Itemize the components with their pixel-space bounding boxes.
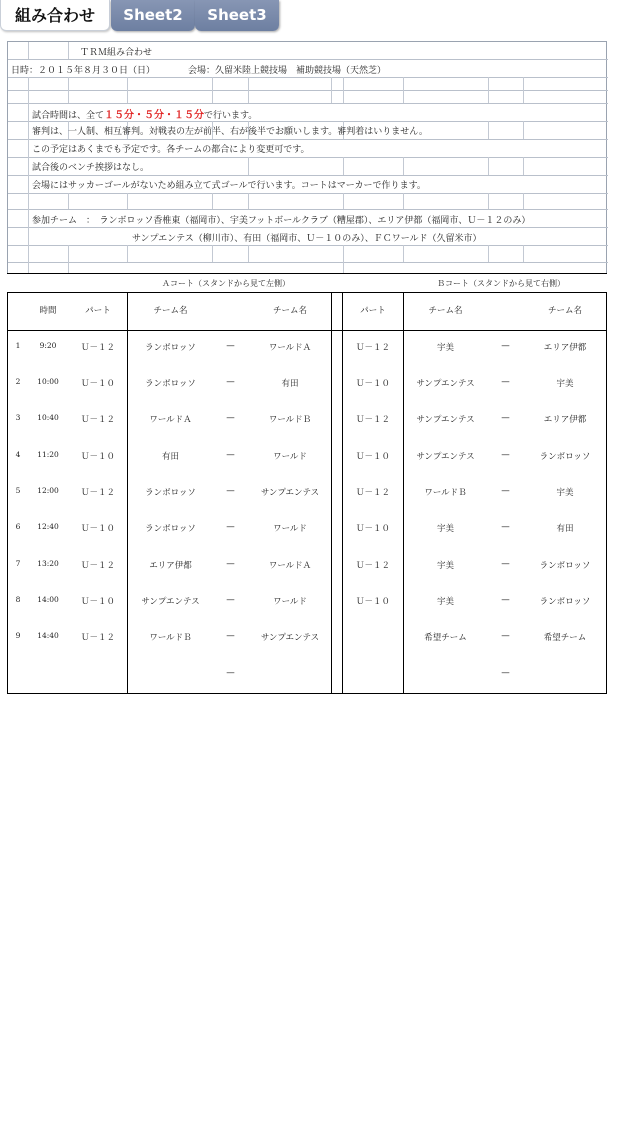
row-a-part: Ｕ－１０ <box>80 379 115 389</box>
row-a-part: Ｕ－１０ <box>80 597 115 607</box>
row-b-part: Ｕ－１０ <box>355 597 390 607</box>
row-a-dash: — <box>226 486 235 496</box>
note-bench: 試合後のベンチ挨拶はなし。 <box>32 163 150 173</box>
tab-sheet3[interactable]: Sheet3 <box>195 0 279 31</box>
row-a-team-left: ランボロッソ <box>145 343 196 353</box>
schedule-header-row <box>8 293 606 331</box>
row-b-part: Ｕ－１２ <box>355 488 390 498</box>
row-a-team-left: ランボロッソ <box>145 524 196 534</box>
row-b-dash: — <box>501 522 510 532</box>
row-b-team-left: ワールドＢ <box>424 488 467 498</box>
court-a-title: Ａコート（スタンドから見て左側） <box>162 279 290 288</box>
row-a-dash: — <box>226 559 235 569</box>
row-time: 10:00 <box>37 377 59 386</box>
teams-line-1: 参加チーム ： ランボロッソ香椎東（福岡市）、宇美フットボールクラブ（糟屋郡）、エリア伊都（福岡市、Ｕ－１２のみ） <box>32 216 531 226</box>
row-a-team-right: ワールド <box>273 597 307 607</box>
row-number: 5 <box>15 486 21 495</box>
row-a-team-right: ワールドＡ <box>268 561 312 571</box>
empty-row-a-dash: — <box>226 668 235 678</box>
row-a-part: Ｕ－１２ <box>80 488 115 498</box>
row-a-part: Ｕ－１２ <box>80 415 115 425</box>
date-line: 日時：２０１５年８月３０日（日） <box>11 66 156 76</box>
row-time: 14:00 <box>37 595 59 604</box>
row-a-team-left: ワールドＡ <box>149 415 192 425</box>
tab-sheet2[interactable]: Sheet2 <box>111 0 195 31</box>
row-a-part: Ｕ－１２ <box>80 343 115 353</box>
row-time: 13:20 <box>37 559 59 568</box>
row-a-dash: — <box>226 341 235 351</box>
row-number: 4 <box>15 450 21 459</box>
row-number: 9 <box>15 631 21 640</box>
row-number: 7 <box>15 559 21 568</box>
row-b-team-right: 宇美 <box>556 379 574 389</box>
row-b-part: Ｕ－１２ <box>355 415 390 425</box>
row-number: 2 <box>15 377 21 386</box>
row-b-dash: — <box>501 486 510 496</box>
row-b-part: Ｕ－１２ <box>355 561 390 571</box>
row-b-part: Ｕ－１０ <box>355 524 390 534</box>
header-team-b-left: チーム名 <box>428 306 463 316</box>
row-a-part: Ｕ－１０ <box>80 524 115 534</box>
row-b-part: Ｕ－１０ <box>355 452 390 462</box>
row-a-team-right: ワールドＢ <box>268 415 312 425</box>
note-schedule: この予定はあくまでも予定です。各チームの都合により変更可です。 <box>32 145 310 155</box>
row-a-team-left: ワールドＢ <box>149 633 192 643</box>
row-a-team-right: サンプエンテス <box>260 633 320 643</box>
row-a-team-right: サンプエンテス <box>260 488 320 498</box>
row-b-team-right: ランボロッソ <box>539 561 591 571</box>
row-a-dash: — <box>226 450 235 460</box>
header-part-a: パート <box>85 306 111 316</box>
row-b-dash: — <box>501 341 510 351</box>
row-b-team-left: サンプエンテス <box>416 379 475 389</box>
row-time: 11:20 <box>37 450 59 459</box>
row-time: 12:00 <box>37 486 59 495</box>
row-a-team-right: ワールド <box>273 452 307 462</box>
note-match-time <box>32 106 257 121</box>
row-number: 3 <box>15 413 21 422</box>
note-match-time-suffix: で行います。 <box>204 111 258 121</box>
row-b-team-right: ランボロッソ <box>539 452 591 462</box>
row-a-dash: — <box>226 595 235 605</box>
row-a-team-left: ランボロッソ <box>145 379 196 389</box>
row-a-team-right: ワールドＡ <box>268 343 312 353</box>
sheet-tab-bar <box>0 0 640 34</box>
row-a-team-left: エリア伊都 <box>149 561 192 571</box>
header-team-b-right: チーム名 <box>547 306 582 316</box>
row-b-dash: — <box>501 595 510 605</box>
row-b-team-right: 希望チーム <box>543 633 587 643</box>
note-referee: 審判は、一人制、相互審判。対戦表の左が前半、右が後半でお願いします。審判着はいりません。 <box>32 127 428 137</box>
sheet-title: ＴＲＭ組み合わせ <box>80 48 153 58</box>
row-number: 6 <box>15 522 21 531</box>
row-b-team-left: サンプエンテス <box>416 415 475 425</box>
header-team-a-left: チーム名 <box>153 306 188 316</box>
row-b-dash: — <box>501 413 510 423</box>
row-b-team-left: サンプエンテス <box>416 452 475 462</box>
header-team-a-right: チーム名 <box>272 306 307 316</box>
row-time: 9:20 <box>39 341 57 350</box>
header-part-b: パート <box>360 306 386 316</box>
row-b-part: Ｕ－１２ <box>355 343 390 353</box>
row-a-part: Ｕ－１０ <box>80 452 115 462</box>
row-a-part: Ｕ－１２ <box>80 633 115 643</box>
row-time: 10:40 <box>37 413 59 422</box>
schedule-table <box>7 292 607 694</box>
row-number: 8 <box>15 595 21 604</box>
row-b-team-left: 宇美 <box>436 561 454 571</box>
empty-row-b-dash: — <box>501 668 510 678</box>
teams-line-2: サンプエンテス（柳川市）、有田（福岡市、Ｕ－１０のみ）、ＦＣワールド（久留米市） <box>132 234 482 244</box>
tab-kumiawase[interactable]: 組み合わせ <box>0 0 110 31</box>
row-a-part: Ｕ－１２ <box>80 561 115 571</box>
note-match-time-value: １５分・５分・１５分 <box>104 110 205 121</box>
row-b-dash: — <box>501 559 510 569</box>
row-b-team-left: 宇美 <box>436 524 454 534</box>
row-b-team-right: エリア伊都 <box>543 415 587 425</box>
row-time: 12:40 <box>37 522 59 531</box>
row-b-team-left: 宇美 <box>436 597 454 607</box>
row-a-dash: — <box>226 377 235 387</box>
row-number: 1 <box>15 341 21 350</box>
row-b-dash: — <box>501 631 510 641</box>
row-a-team-left: ランボロッソ <box>145 488 196 498</box>
note-goal: 会場にはサッカーゴールがないため組み立て式ゴールで行います。コートはマーカーで作ります。 <box>32 181 426 191</box>
row-b-part: Ｕ－１０ <box>355 379 390 389</box>
row-b-team-left: 宇美 <box>436 343 454 353</box>
row-a-team-right: ワールド <box>273 524 307 534</box>
info-grid <box>7 41 607 273</box>
row-b-team-right: 宇美 <box>556 488 574 498</box>
row-b-team-right: エリア伊都 <box>543 343 587 353</box>
row-a-dash: — <box>226 631 235 641</box>
venue-line: 会場：久留米陸上競技場 補助競技場（天然芝） <box>188 66 387 76</box>
row-b-team-right: 有田 <box>556 524 574 534</box>
row-b-team-left: 希望チーム <box>424 633 467 643</box>
row-a-dash: — <box>226 413 235 423</box>
row-time: 14:40 <box>37 631 59 640</box>
header-time: 時間 <box>39 306 57 316</box>
row-a-dash: — <box>226 522 235 532</box>
row-b-team-right: ランボロッソ <box>539 597 591 607</box>
note-match-time-prefix: 試合時間は、全て <box>32 111 105 121</box>
row-a-team-left: サンプエンテス <box>141 597 200 607</box>
row-a-team-right: 有田 <box>281 379 299 389</box>
court-b-title: Ｂコート（スタンドから見て右側） <box>437 279 565 288</box>
row-a-team-left: 有田 <box>161 452 179 462</box>
row-b-dash: — <box>501 450 510 460</box>
row-b-dash: — <box>501 377 510 387</box>
